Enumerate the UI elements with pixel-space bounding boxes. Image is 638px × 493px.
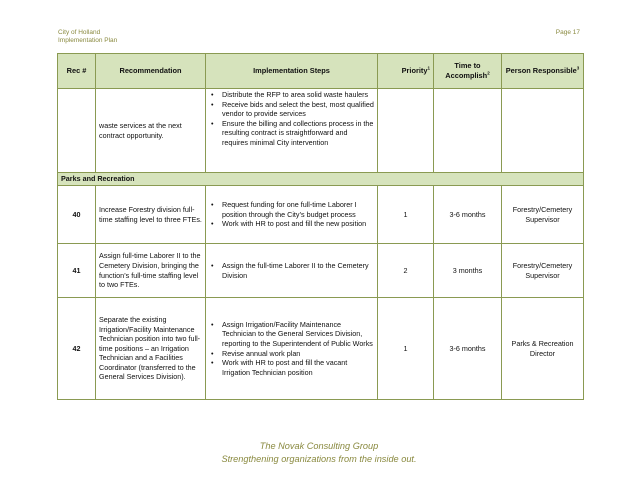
priority-cell: 2: [378, 244, 434, 298]
step-item: • Work with HR to post and fill the vacant Irrigation Technician position: [222, 358, 374, 377]
steps-cell: [206, 186, 378, 244]
recommendation-text: Separate the existing Irrigation/Facility Maintenance Technician position into two full-time positions – an Irrigation Technician and a Facilities Coordinator (transferred to the General Services Division).: [96, 298, 206, 400]
step-item: • Receive bids and select the best, most qualified vendor to provide services: [222, 100, 374, 119]
step-item: • Ensure the billing and collections process in the resulting contract is straightforward and requires minimal City intervention: [222, 119, 374, 148]
step-item: • Assign Irrigation/Facility Maintenance Technician to the General Services Division, reporting to the Superintendent of Public Works: [222, 320, 374, 349]
person-cell: [502, 89, 584, 173]
col-priority-header: Priority$^1$: [378, 54, 434, 89]
steps-cell: [206, 244, 378, 298]
col-time-header: Time to Accomplish$^2$: [434, 54, 502, 89]
step-item: • Distribute the RFP to area solid waste haulers: [222, 90, 374, 100]
person-cell: Forestry/Cemetery Supervisor: [502, 244, 584, 298]
table-header-row: [58, 54, 584, 89]
step-item: • Work with HR to post and fill the new position: [222, 219, 374, 229]
step-item: • Revise annual work plan: [222, 349, 374, 359]
priority-cell: 1: [378, 298, 434, 400]
person-cell: Forestry/Cemetery Supervisor: [502, 186, 584, 244]
recommendation-text: Assign full-time Laborer II to the Cemetery Division, bringing the function’s full-time staffing level to two FTEs.: [96, 244, 206, 298]
col-recommendation-header: Recommendation: [96, 54, 206, 89]
document-header: [58, 29, 117, 45]
time-cell: 3-6 months: [434, 298, 502, 400]
col-person-header: Person Responsible$^3$: [502, 54, 584, 89]
table-row: [58, 244, 584, 298]
time-cell: [434, 89, 502, 173]
step-item: • Assign the full-time Laborer II to the Cemetery Division: [222, 261, 374, 280]
priority-cell: [378, 89, 434, 173]
doc-name: Implementation Plan: [58, 37, 118, 44]
recommendation-text: waste services at the next contract opportunity.: [96, 89, 206, 173]
org-name: City of Holland: [58, 29, 101, 36]
person-cell: Parks & Recreation Director: [502, 298, 584, 400]
section-title: Parks and Recreation: [58, 173, 584, 186]
rec-number: [58, 89, 96, 173]
page-number: Page 17: [555, 29, 580, 36]
rec-number: 42: [58, 298, 96, 400]
step-item: • Request funding for one full-time Laborer I position through the City’s budget process: [222, 200, 374, 219]
col-rec-header: Rec #: [58, 54, 96, 89]
implementation-table: [57, 53, 584, 400]
table-row: [58, 298, 584, 400]
time-cell: 3-6 months: [434, 186, 502, 244]
table-row: [58, 186, 584, 244]
steps-cell: [206, 298, 378, 400]
section-row: [58, 173, 584, 186]
rec-number: 41: [58, 244, 96, 298]
col-steps-header: Implementation Steps: [206, 54, 378, 89]
priority-cell: 1: [378, 186, 434, 244]
steps-cell: [206, 89, 378, 173]
time-cell: 3 months: [434, 244, 502, 298]
footer-company: The Novak Consulting Group: [259, 441, 379, 451]
rec-number: 40: [58, 186, 96, 244]
table-row-continued: [58, 89, 584, 173]
recommendation-text: Increase Forestry division full-time staffing level to three FTEs.: [96, 186, 206, 244]
footer-tagline: Strengthening organizations from the inside out.: [221, 454, 417, 464]
